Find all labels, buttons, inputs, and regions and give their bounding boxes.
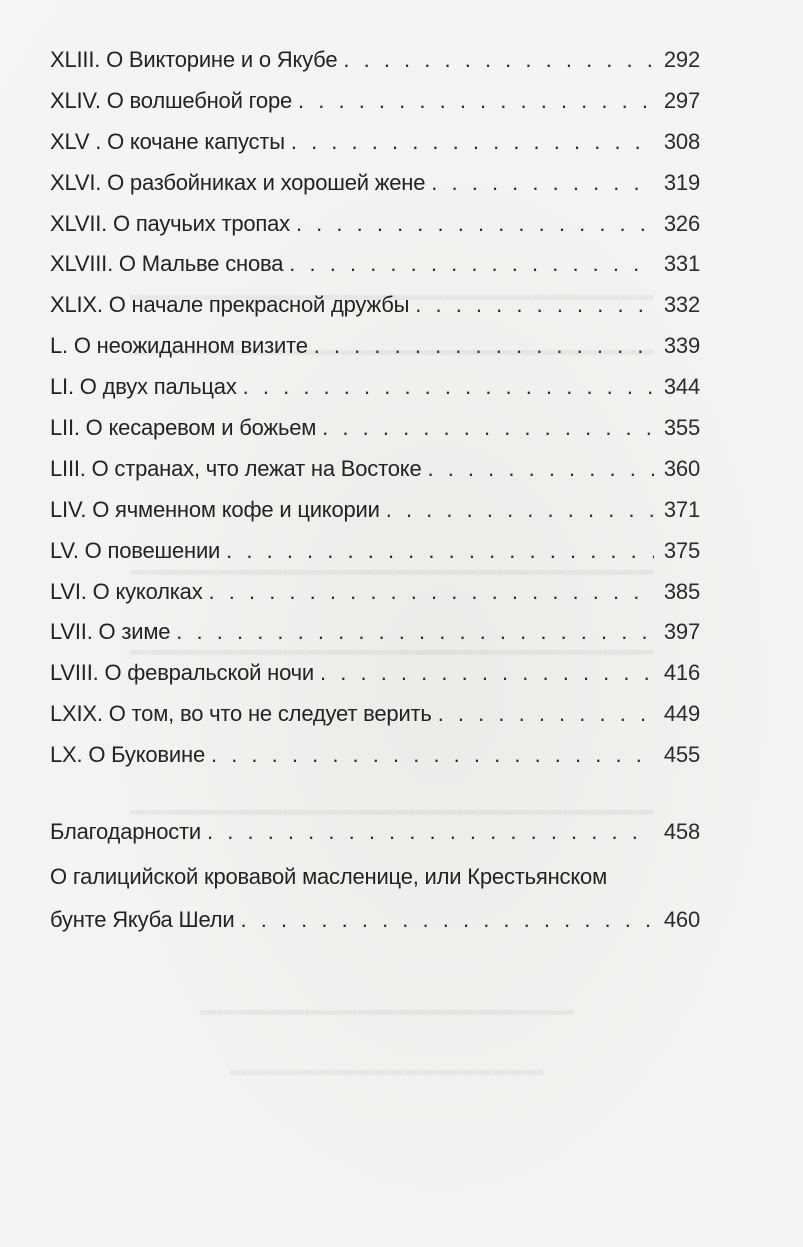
toc-entry-last-line — [50, 900, 700, 941]
toc-entry[interactable] — [50, 40, 700, 81]
toc-entry-title: XLVI. О разбойниках и хорошей жене — [50, 169, 426, 195]
toc-entry-page: 360 — [663, 455, 700, 481]
toc-entry-title: LVII. О зиме — [50, 619, 171, 645]
toc-entry[interactable] — [50, 408, 700, 449]
toc-entry-title-line-2: бунте Якуба Шели — [50, 906, 235, 932]
dot-leader — [291, 122, 654, 162]
toc-entry[interactable] — [50, 204, 700, 245]
toc-entry-title: LV. О повешении — [50, 537, 221, 563]
toc-entry-page: 319 — [663, 169, 700, 195]
table-of-contents — [50, 40, 700, 941]
toc-entry-page: 455 — [663, 742, 700, 768]
toc-entry-title: XLIV. О волшебной горе — [50, 87, 293, 113]
toc-entry-title: LII. О кесаревом и божьем — [50, 415, 317, 441]
toc-entry-title: LIII. О странах, что лежат на Востоке — [50, 455, 422, 481]
toc-entry-acknowledgements[interactable] — [50, 812, 700, 853]
dot-leader — [226, 531, 654, 571]
toc-entry-page: 385 — [663, 578, 700, 604]
toc-entry-page: 397 — [663, 619, 700, 645]
toc-entry[interactable] — [50, 367, 700, 408]
toc-entry-title: XLIII. О Викторине и о Якубе — [50, 47, 338, 72]
toc-entry-page: 292 — [663, 47, 700, 72]
toc-entry-title: L. О неожиданном визите — [50, 333, 308, 359]
dot-leader — [322, 408, 654, 448]
dot-leader — [296, 204, 654, 244]
dot-leader — [314, 326, 654, 366]
toc-entry-title: LI. О двух пальцах — [50, 374, 237, 400]
toc-entry[interactable] — [50, 490, 700, 531]
toc-entry-title: LVI. О куколках — [50, 578, 203, 604]
toc-entry-page: 371 — [663, 496, 700, 522]
toc-entry-appendix[interactable] — [50, 857, 700, 941]
toc-entry[interactable] — [50, 285, 700, 326]
toc-entry-page: 458 — [663, 819, 700, 845]
toc-entry[interactable] — [50, 653, 700, 694]
toc-entry[interactable] — [50, 735, 700, 776]
dot-leader — [298, 81, 654, 121]
dot-leader — [320, 653, 654, 693]
dot-leader — [386, 490, 654, 530]
toc-entry-page: 375 — [663, 537, 700, 563]
toc-entry-page: 331 — [663, 251, 700, 277]
toc-entry[interactable] — [50, 81, 700, 122]
toc-entry-page: 308 — [663, 128, 700, 154]
toc-entry[interactable] — [50, 122, 700, 163]
toc-entry[interactable] — [50, 449, 700, 490]
toc-entry-title: LXIX. О том, во что не следует верить — [50, 701, 432, 727]
toc-entry-title: LX. О Буковине — [50, 742, 205, 768]
toc-entry-title: XLIX. О начале прекрасной дружбы — [50, 292, 410, 318]
toc-entry-title: LVIII. О февральской ночи — [50, 660, 315, 686]
show-through-texture — [230, 1060, 543, 1080]
dot-leader — [209, 572, 654, 612]
dot-leader — [211, 735, 654, 775]
toc-entry-page: 339 — [663, 333, 700, 359]
toc-entry[interactable] — [50, 163, 700, 204]
dot-leader — [427, 449, 654, 489]
toc-entry-page: 355 — [663, 415, 700, 441]
toc-entry-page: 449 — [663, 701, 700, 727]
dot-leader — [438, 694, 654, 734]
dot-leader — [176, 612, 654, 652]
toc-entry-page: 326 — [663, 210, 700, 236]
toc-entry[interactable] — [50, 572, 700, 613]
toc-entry-title: XLVII. О паучьих тропах — [50, 210, 290, 236]
toc-entry[interactable] — [50, 531, 700, 572]
toc-entry[interactable] — [50, 244, 700, 285]
show-through-texture — [200, 1000, 573, 1020]
toc-entry-page: 344 — [663, 374, 700, 400]
toc-entry[interactable] — [50, 694, 700, 735]
dot-leader — [207, 812, 654, 852]
toc-entry-title-line-1: О галицийской кровавой масленице, или Крестьянском — [50, 863, 607, 889]
toc-entry-page: 297 — [663, 87, 700, 113]
toc-entry-page: 416 — [663, 660, 700, 686]
toc-entry[interactable] — [50, 612, 700, 653]
dot-leader — [289, 244, 654, 284]
dot-leader — [241, 900, 655, 940]
dot-leader — [243, 367, 654, 407]
dot-leader — [343, 40, 654, 80]
toc-entry-title: XLVIII. О Мальве снова — [50, 251, 284, 277]
toc-entry-title: Благодарности — [50, 819, 202, 845]
toc-entry-page: 332 — [663, 292, 700, 318]
toc-entry[interactable] — [50, 326, 700, 367]
toc-entry-title: LIV. О ячменном кофе и цикории — [50, 496, 380, 522]
toc-entry-title: XLV . О кочане капусты — [50, 128, 285, 154]
dot-leader — [431, 163, 654, 203]
toc-entry-page: 460 — [663, 906, 700, 932]
dot-leader — [415, 285, 654, 325]
